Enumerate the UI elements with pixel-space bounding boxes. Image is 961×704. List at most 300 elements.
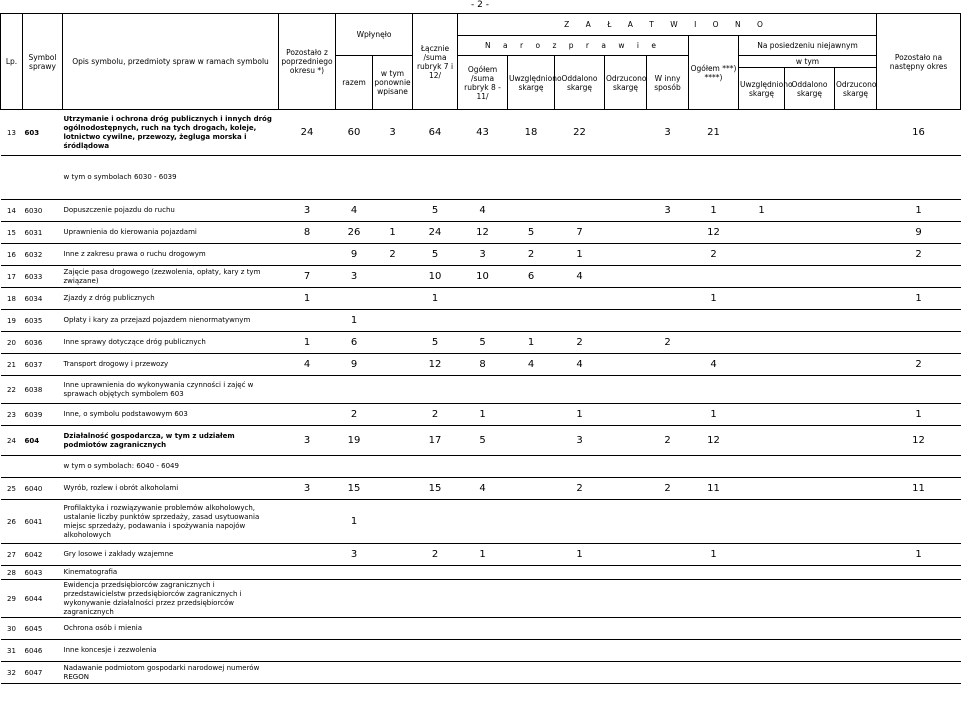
row-value — [555, 156, 605, 200]
row-value — [458, 456, 508, 478]
row-value: 5 — [479, 435, 486, 446]
row-value — [835, 332, 877, 354]
row-symbol: 6047 — [24, 668, 43, 677]
row-symbol: 6042 — [24, 550, 43, 559]
row-value — [508, 662, 555, 684]
row-value — [739, 478, 785, 500]
row-value — [835, 110, 877, 156]
row-value — [739, 404, 785, 426]
row-symbol: 604 — [24, 436, 40, 445]
row-value — [458, 500, 508, 544]
row-value — [877, 618, 961, 640]
row-value — [739, 456, 785, 478]
header-received-total: razem — [336, 56, 373, 110]
row-value: 16 — [912, 127, 925, 138]
row-lp: 18 — [7, 294, 16, 303]
row-value — [279, 544, 336, 566]
row-lp: 20 — [7, 338, 16, 347]
row-value — [785, 478, 835, 500]
row-value: 26 — [347, 227, 361, 238]
table-row — [1, 288, 961, 310]
header-received: Wpłynęło — [336, 14, 413, 56]
row-value — [605, 640, 647, 662]
row-value: 12 — [912, 435, 925, 446]
row-value — [689, 310, 739, 332]
row-value: 5 — [431, 337, 439, 348]
row-symbol: 6041 — [24, 517, 43, 526]
row-lp: 28 — [7, 568, 16, 577]
table-row — [1, 544, 961, 566]
row-value — [279, 618, 336, 640]
header-hearing: N a r o z p r a w i e — [458, 36, 689, 56]
row-value — [336, 456, 373, 478]
row-value: 9 — [350, 359, 358, 370]
row-lp: 21 — [7, 360, 16, 369]
row-value — [373, 456, 413, 478]
row-value: 1 — [527, 337, 535, 348]
row-value: 2 — [389, 249, 396, 260]
row-value — [739, 426, 785, 456]
header-combined: Łącznie /suma rubryk 7 i 12/ — [413, 14, 458, 110]
row-value: 7 — [303, 271, 311, 282]
row-value — [555, 310, 605, 332]
row-value — [555, 200, 605, 222]
row-value: 11 — [707, 483, 720, 494]
row-value — [877, 662, 961, 684]
table-row — [1, 640, 961, 662]
table-row — [1, 376, 961, 404]
row-value — [336, 288, 373, 310]
row-value — [508, 456, 555, 478]
row-value: 12 — [428, 359, 442, 370]
row-value — [555, 288, 605, 310]
row-symbol: 6036 — [24, 338, 43, 347]
row-value: 2 — [431, 549, 439, 560]
row-value — [835, 376, 877, 404]
row-lp — [1, 456, 23, 478]
row-value — [647, 500, 689, 544]
row-value — [739, 376, 785, 404]
row-value — [739, 544, 785, 566]
row-value — [508, 288, 555, 310]
row-value: 1 — [915, 293, 922, 304]
row-value: 22 — [573, 127, 586, 138]
row-value — [555, 500, 605, 544]
row-value: 1 — [350, 315, 358, 326]
row-value — [279, 662, 336, 684]
row-value — [785, 566, 835, 580]
row-value — [373, 580, 413, 618]
row-value: 3 — [303, 483, 311, 494]
row-value — [877, 456, 961, 478]
row-value — [508, 426, 555, 456]
row-value: 5 — [431, 205, 439, 216]
row-value — [835, 544, 877, 566]
row-description: Zajęcie pasa drogowego (zezwolenia, opłaty, kary z tym związane) — [63, 267, 261, 285]
subgroup-note-row — [1, 156, 961, 200]
row-description: Zjazdy z dróg publicznych — [63, 294, 155, 302]
row-value — [555, 456, 605, 478]
row-value: 2 — [664, 435, 671, 446]
row-value — [647, 156, 689, 200]
row-value: 2 — [431, 409, 439, 420]
row-value — [605, 156, 647, 200]
row-lp: 23 — [7, 410, 16, 419]
row-symbol: 6032 — [24, 250, 43, 259]
row-value: 3 — [664, 127, 671, 138]
row-value: 1 — [576, 409, 583, 420]
row-value: 1 — [431, 293, 439, 304]
row-description: Inne sprawy dotyczące dróg publicznych — [63, 338, 206, 346]
header-lp: Lp. — [1, 14, 23, 110]
row-value — [605, 288, 647, 310]
row-value — [647, 662, 689, 684]
row-symbol — [23, 156, 63, 200]
row-lp: 19 — [7, 316, 16, 325]
header-hearing-total: Ogółem /suma rubryk 8 - 11/ — [458, 56, 508, 110]
row-value — [835, 618, 877, 640]
row-symbol: 603 — [24, 128, 40, 137]
row-value — [835, 500, 877, 544]
row-value — [508, 200, 555, 222]
row-value — [279, 640, 336, 662]
row-value: 4 — [710, 359, 717, 370]
row-value — [835, 566, 877, 580]
row-description: Gry losowe i zakłady wzajemne — [63, 550, 174, 558]
row-value: 1 — [915, 549, 922, 560]
table-row — [1, 618, 961, 640]
row-value: 12 — [707, 435, 720, 446]
header-description: Opis symbolu, przedmioty spraw w ramach symbolu — [63, 14, 279, 110]
row-value — [739, 332, 785, 354]
row-value — [739, 640, 785, 662]
row-value: 1 — [915, 205, 922, 216]
row-value — [508, 640, 555, 662]
header-other-way: W inny sposób — [647, 56, 689, 110]
row-value: 4 — [479, 483, 486, 494]
row-value — [605, 244, 647, 266]
row-value: 2 — [527, 249, 535, 260]
row-value — [279, 500, 336, 544]
row-value — [785, 456, 835, 478]
row-lp: 22 — [7, 385, 16, 394]
row-value — [739, 566, 785, 580]
row-value — [279, 376, 336, 404]
row-value — [605, 332, 647, 354]
row-symbol: 6033 — [24, 272, 43, 281]
row-value: 18 — [524, 127, 538, 138]
row-lp: 24 — [7, 436, 16, 445]
row-description: w tym o symbolach: 6040 - 6049 — [63, 462, 179, 470]
row-value — [373, 332, 413, 354]
row-lp: 29 — [7, 594, 16, 603]
row-value — [647, 640, 689, 662]
row-value — [413, 580, 458, 618]
row-value — [835, 426, 877, 456]
row-value — [373, 200, 413, 222]
row-symbol: 6030 — [24, 206, 43, 215]
row-value: 3 — [350, 549, 358, 560]
row-value — [785, 640, 835, 662]
row-value — [785, 580, 835, 618]
row-symbol: 6031 — [24, 228, 43, 237]
row-value — [739, 618, 785, 640]
row-lp: 13 — [7, 128, 16, 137]
row-description: Transport drogowy i przewozy — [63, 360, 169, 368]
row-value — [508, 618, 555, 640]
row-value — [458, 310, 508, 332]
row-value — [458, 156, 508, 200]
row-symbol: 6046 — [24, 646, 43, 655]
row-value — [739, 266, 785, 288]
row-value: 1 — [915, 409, 922, 420]
row-value — [877, 332, 961, 354]
row-value — [508, 566, 555, 580]
row-value — [373, 500, 413, 544]
row-symbol: 6044 — [24, 594, 43, 603]
row-value — [647, 310, 689, 332]
row-lp: 27 — [7, 550, 16, 559]
row-lp: 30 — [7, 624, 16, 633]
row-lp: 32 — [7, 668, 16, 677]
header-closed-upheld: Uwzględniono skargę — [739, 68, 785, 110]
row-description: w tym o symbolach 6030 - 6039 — [63, 173, 177, 181]
row-value — [689, 580, 739, 618]
row-value — [739, 222, 785, 244]
row-value — [647, 244, 689, 266]
row-description: Opłaty i kary za przejazd pojazdem nienormatywnym — [63, 316, 251, 324]
row-value — [279, 310, 336, 332]
row-value — [689, 618, 739, 640]
row-value: 3 — [664, 205, 671, 216]
row-value — [605, 500, 647, 544]
row-value — [508, 478, 555, 500]
table-row — [1, 404, 961, 426]
row-value — [689, 332, 739, 354]
row-value — [689, 500, 739, 544]
table-row — [1, 110, 961, 156]
row-value — [689, 156, 739, 200]
row-value — [785, 618, 835, 640]
row-lp: 25 — [7, 484, 16, 493]
row-description: Dopuszczenie pojazdu do ruchu — [63, 206, 175, 214]
row-value: 1 — [479, 549, 486, 560]
row-value — [605, 376, 647, 404]
row-value — [458, 376, 508, 404]
row-value — [458, 580, 508, 618]
row-value — [835, 156, 877, 200]
table-row — [1, 500, 961, 544]
row-value — [689, 456, 739, 478]
row-description: Uprawnienia do kierowania pojazdami — [63, 228, 197, 236]
row-value — [373, 376, 413, 404]
row-value: 1 — [576, 549, 583, 560]
row-value: 6 — [350, 337, 358, 348]
row-value — [413, 156, 458, 200]
header-closed-session: Na posiedzeniu niejawnym — [739, 36, 877, 56]
row-value — [785, 244, 835, 266]
row-value — [605, 110, 647, 156]
row-value: 1 — [576, 249, 583, 260]
row-value — [877, 580, 961, 618]
row-value: 3 — [389, 127, 396, 138]
row-value — [835, 310, 877, 332]
row-value — [605, 266, 647, 288]
row-value — [458, 566, 508, 580]
row-value: 10 — [476, 271, 489, 282]
row-description: Ewidencja przedsiębiorców zagranicznych i przedstawicielstw przedsiębiorców zagranicznych i wykonywanie działalności przez przedsiębiorców zagranicznych — [63, 580, 242, 616]
row-value: 1 — [710, 549, 717, 560]
row-value: 1 — [710, 409, 717, 420]
row-value — [413, 640, 458, 662]
row-value — [647, 618, 689, 640]
row-value: 2 — [915, 359, 922, 370]
row-value — [279, 156, 336, 200]
page-number: - 2 - — [471, 0, 489, 10]
row-description: Inne uprawnienia do wykonywania czynności i zajęć w sprawach objętych symbolem 603 — [63, 380, 254, 398]
row-value: 1 — [350, 516, 358, 527]
row-value: 2 — [576, 483, 583, 494]
row-value — [605, 426, 647, 456]
row-value: 3 — [576, 435, 583, 446]
row-value: 2 — [576, 337, 583, 348]
row-value — [279, 566, 336, 580]
row-value — [647, 376, 689, 404]
row-value — [647, 354, 689, 376]
row-value — [373, 566, 413, 580]
row-description: Działalność gospodarcza, w tym z udziałem podmiotów zagranicznych — [63, 431, 235, 449]
row-value: 6 — [527, 271, 535, 282]
row-value — [835, 222, 877, 244]
row-lp — [1, 156, 23, 200]
row-value: 1 — [389, 227, 396, 238]
row-value: 43 — [476, 127, 489, 138]
row-description: Inne koncesje i zezwolenia — [63, 646, 157, 654]
header-closed-rejected: Odrzucono skargę — [835, 68, 877, 110]
row-value: 9 — [915, 227, 922, 238]
row-value: 21 — [707, 127, 720, 138]
row-value — [785, 376, 835, 404]
row-description: Wyrób, rozlew i obrót alkoholami — [63, 484, 179, 492]
row-symbol: 6043 — [24, 568, 43, 577]
row-value — [785, 354, 835, 376]
row-value — [605, 580, 647, 618]
row-value — [835, 456, 877, 478]
row-value — [336, 662, 373, 684]
row-value — [877, 310, 961, 332]
row-value — [508, 404, 555, 426]
row-value: 2 — [664, 337, 671, 348]
row-lp: 31 — [7, 646, 16, 655]
row-value: 12 — [707, 227, 720, 238]
row-value — [647, 544, 689, 566]
row-value — [877, 500, 961, 544]
row-value — [605, 618, 647, 640]
row-value — [508, 500, 555, 544]
row-value — [877, 266, 961, 288]
row-value — [785, 200, 835, 222]
row-symbol: 6038 — [24, 385, 43, 394]
row-value: 1 — [710, 205, 717, 216]
row-value — [555, 618, 605, 640]
row-value — [555, 662, 605, 684]
row-value — [785, 310, 835, 332]
row-lp: 15 — [7, 228, 16, 237]
row-value — [785, 544, 835, 566]
row-value — [835, 288, 877, 310]
row-value: 3 — [479, 249, 486, 260]
row-value — [605, 662, 647, 684]
row-value — [373, 288, 413, 310]
row-value: 5 — [479, 337, 486, 348]
row-value — [835, 404, 877, 426]
table-row — [1, 566, 961, 580]
row-value — [555, 566, 605, 580]
header-settled: Z A Ł A T W I O N O — [458, 14, 877, 36]
row-value — [508, 156, 555, 200]
table-row — [1, 426, 961, 456]
table-body — [1, 110, 961, 684]
row-value — [508, 376, 555, 404]
row-value — [555, 580, 605, 618]
row-value — [413, 500, 458, 544]
row-value — [785, 500, 835, 544]
row-value: 9 — [350, 249, 358, 260]
row-value: 4 — [576, 359, 583, 370]
row-value: 4 — [350, 205, 358, 216]
row-value — [413, 456, 458, 478]
row-value — [689, 566, 739, 580]
row-value — [605, 456, 647, 478]
row-symbol: 6035 — [24, 316, 43, 325]
row-value: 60 — [347, 127, 361, 138]
header-closed-incl: w tym — [739, 56, 877, 68]
row-value: 5 — [527, 227, 535, 238]
row-value — [739, 288, 785, 310]
row-value — [279, 456, 336, 478]
row-value — [739, 354, 785, 376]
row-description: Nadawanie podmiotom gospodarki narodowej numerów REGON — [63, 663, 260, 681]
row-value — [785, 662, 835, 684]
row-value — [835, 244, 877, 266]
row-value — [739, 580, 785, 618]
row-value: 1 — [479, 409, 486, 420]
table-row — [1, 310, 961, 332]
row-value — [785, 288, 835, 310]
row-value — [877, 640, 961, 662]
table-row — [1, 222, 961, 244]
row-value — [877, 156, 961, 200]
row-value: 4 — [303, 359, 311, 370]
row-value — [739, 156, 785, 200]
statistics-table — [0, 13, 961, 684]
row-value — [647, 404, 689, 426]
row-value — [689, 640, 739, 662]
row-value: 4 — [479, 205, 486, 216]
row-value — [785, 332, 835, 354]
row-description: Inne, o symbolu podstawowym 603 — [63, 410, 188, 418]
row-value — [373, 266, 413, 288]
row-value — [373, 426, 413, 456]
row-value — [373, 640, 413, 662]
row-value — [508, 544, 555, 566]
row-value — [336, 376, 373, 404]
row-symbol: 6045 — [24, 624, 43, 633]
row-value — [413, 618, 458, 640]
row-description: Inne z zakresu prawa o ruchu drogowym — [63, 250, 206, 258]
row-lp: 26 — [7, 517, 16, 526]
table-row — [1, 244, 961, 266]
